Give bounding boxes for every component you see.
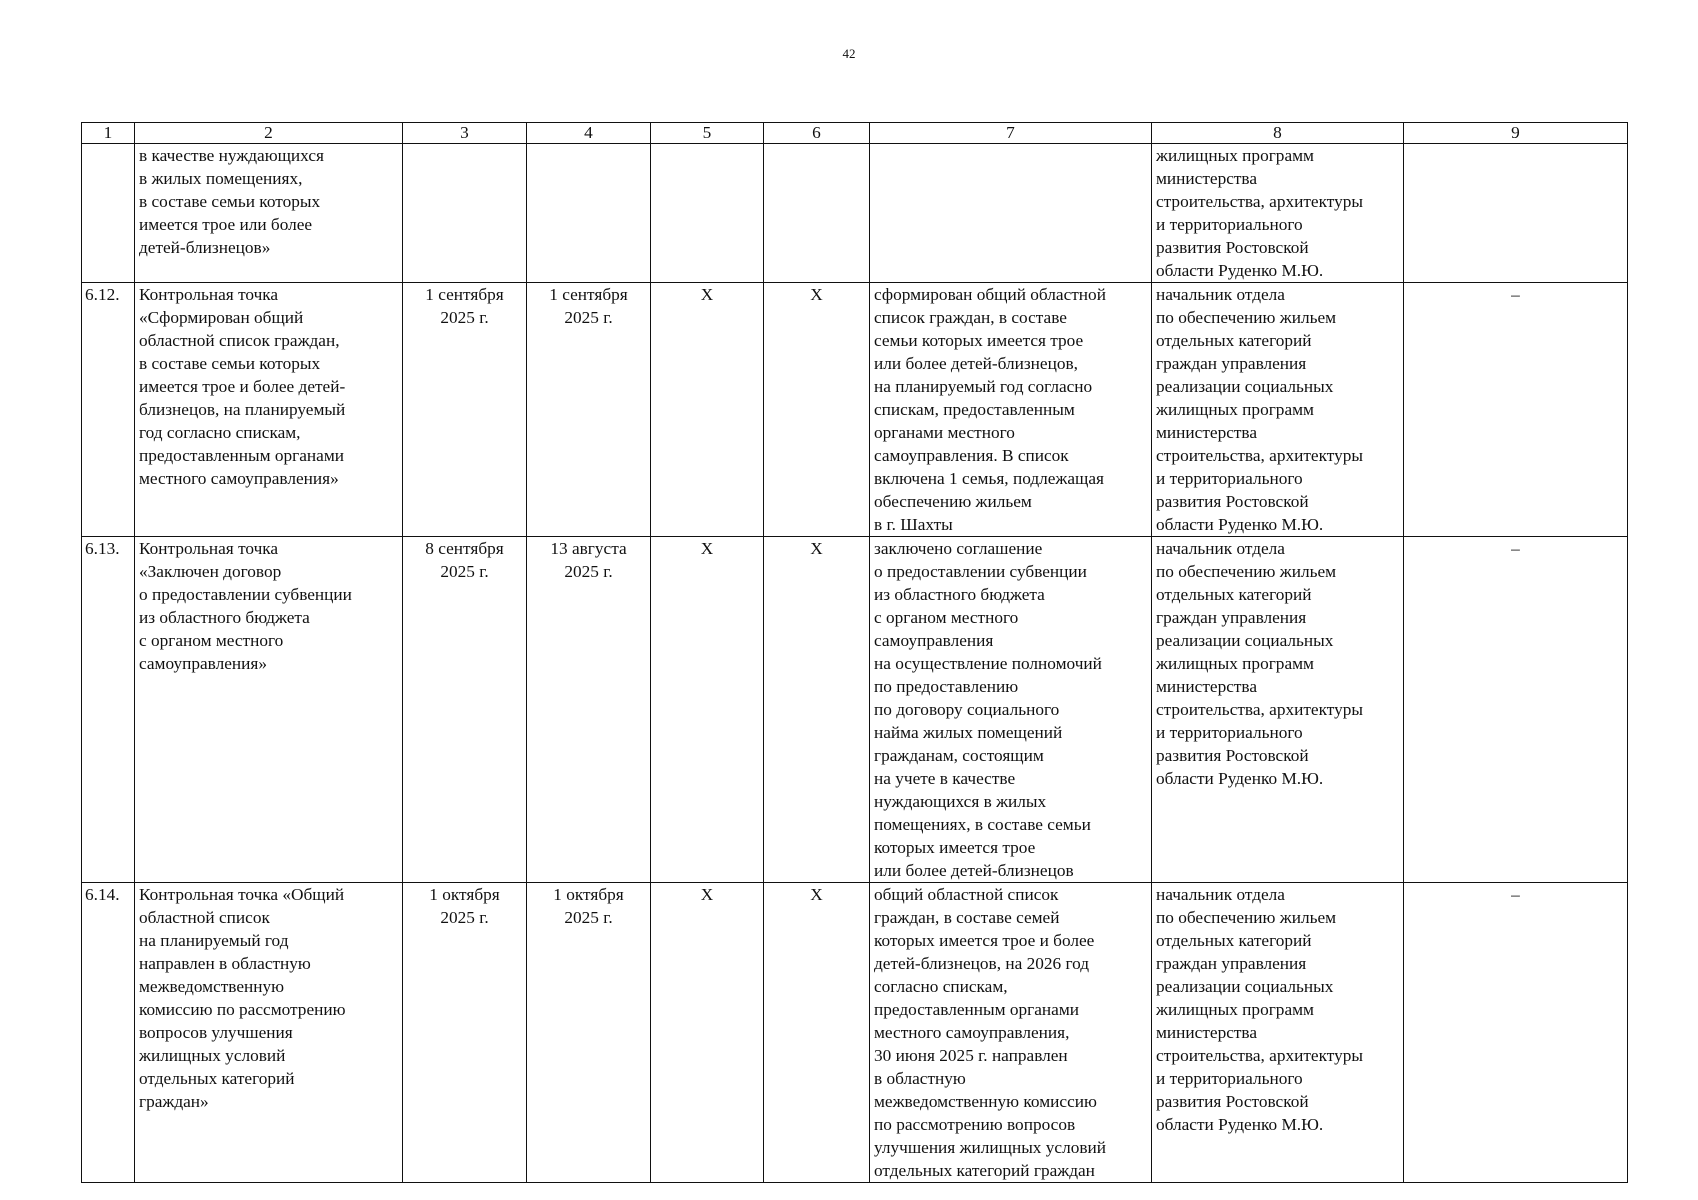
fact-date: 13 августа 2025 г. xyxy=(550,539,627,581)
fact-date: 1 октября 2025 г. xyxy=(553,885,624,927)
result-text: сформирован общий областной список граждан, в составе семьи которых имеется трое или более детей-близнецов, на планируемый год согласно спискам, предоставленным органами местного самоуправления. В список включена 1 семья, подлежащая обеспечению жильем в г. Шахты xyxy=(874,285,1106,534)
note: – xyxy=(1511,885,1520,904)
table-row xyxy=(82,537,1628,883)
plan-date: 1 сентября 2025 г. xyxy=(425,285,504,327)
responsible-person: жилищных программ министерства строительства, архитектуры и территориального развития Ростовской области Руденко М.Ю. xyxy=(1156,146,1363,280)
header-cell: 9 xyxy=(1404,123,1628,144)
table-row xyxy=(82,144,1628,283)
table-row xyxy=(82,283,1628,537)
control-points-table xyxy=(81,122,1628,1183)
col5-value: Х xyxy=(700,539,714,558)
control-point-name: Контрольная точка «Общий областной список на планируемый год направлен в областную межведомственную комиссию по рассмотрению вопросов улучшения жилищных условий отдельных категорий граждан» xyxy=(139,885,346,1111)
header-cell: 1 xyxy=(82,123,135,144)
col5-value: Х xyxy=(700,285,714,304)
header-cell: 7 xyxy=(870,123,1152,144)
col6-value: Х xyxy=(810,285,823,304)
header-row xyxy=(82,123,1628,144)
row-number: 6.13. xyxy=(85,539,120,558)
responsible-person: начальник отдела по обеспечению жильем отдельных категорий граждан управления реализации социальных жилищных программ министерства строительства, архитектуры и территориального развития Ростовской области Руденко М.Ю. xyxy=(1156,885,1363,1134)
header-cell: 6 xyxy=(764,123,870,144)
note: – xyxy=(1511,539,1520,558)
plan-date: 1 октября 2025 г. xyxy=(429,885,500,927)
col5-value: Х xyxy=(700,885,714,904)
responsible-person: начальник отдела по обеспечению жильем отдельных категорий граждан управления реализации социальных жилищных программ министерства строительства, архитектуры и территориального развития Ростовской области Руденко М.Ю. xyxy=(1156,539,1363,788)
control-point-name: Контрольная точка «Заключен договор о предоставлении субвенции из областного бюджета с органом местного самоуправления» xyxy=(139,539,352,673)
page-number: 42 xyxy=(842,46,856,61)
header-cell: 4 xyxy=(527,123,651,144)
row-number: 6.14. xyxy=(85,885,120,904)
header-cell: 8 xyxy=(1152,123,1404,144)
table-row xyxy=(82,883,1628,1183)
control-point-name: Контрольная точка «Сформирован общий областной список граждан, в составе семьи которых имеется трое и более детей- близнецов, на планируемый год согласно спискам, предоставленным органами местного самоуправления» xyxy=(139,285,346,488)
result-text: общий областной список граждан, в составе семей которых имеется трое и более детей-близнецов, на 2026 год согласно спискам, предоставленным органами местного самоуправления, 30 июня 2025 г. направлен в областную межведомственную комиссию по рассмотрению вопросов улучшения жилищных условий отдельных категорий граждан xyxy=(874,885,1106,1180)
fact-date: 1 сентября 2025 г. xyxy=(549,285,628,327)
responsible-person: начальник отдела по обеспечению жильем отдельных категорий граждан управления реализации социальных жилищных программ министерства строительства, архитектуры и территориального развития Ростовской области Руденко М.Ю. xyxy=(1156,285,1363,534)
result-text: заключено соглашение о предоставлении субвенции из областного бюджета с органом местного самоуправления на осуществление полномочий по предоставлению по договору социального найма жилых помещений гражданам, состоящим на учете в качестве нуждающихся в жилых помещениях, в составе семьи которых имеется трое или более детей-близнецов xyxy=(874,539,1102,880)
control-point-name: в качестве нуждающихся в жилых помещениях, в составе семьи которых имеется трое или более детей-близнецов» xyxy=(139,146,324,257)
plan-date: 8 сентября 2025 г. xyxy=(425,539,504,581)
header-cell: 3 xyxy=(403,123,527,144)
header-cell: 2 xyxy=(135,123,403,144)
note: – xyxy=(1511,285,1520,304)
header-cell: 5 xyxy=(651,123,764,144)
col6-value: Х xyxy=(810,539,823,558)
col6-value: Х xyxy=(810,885,823,904)
row-number: 6.12. xyxy=(85,285,120,304)
